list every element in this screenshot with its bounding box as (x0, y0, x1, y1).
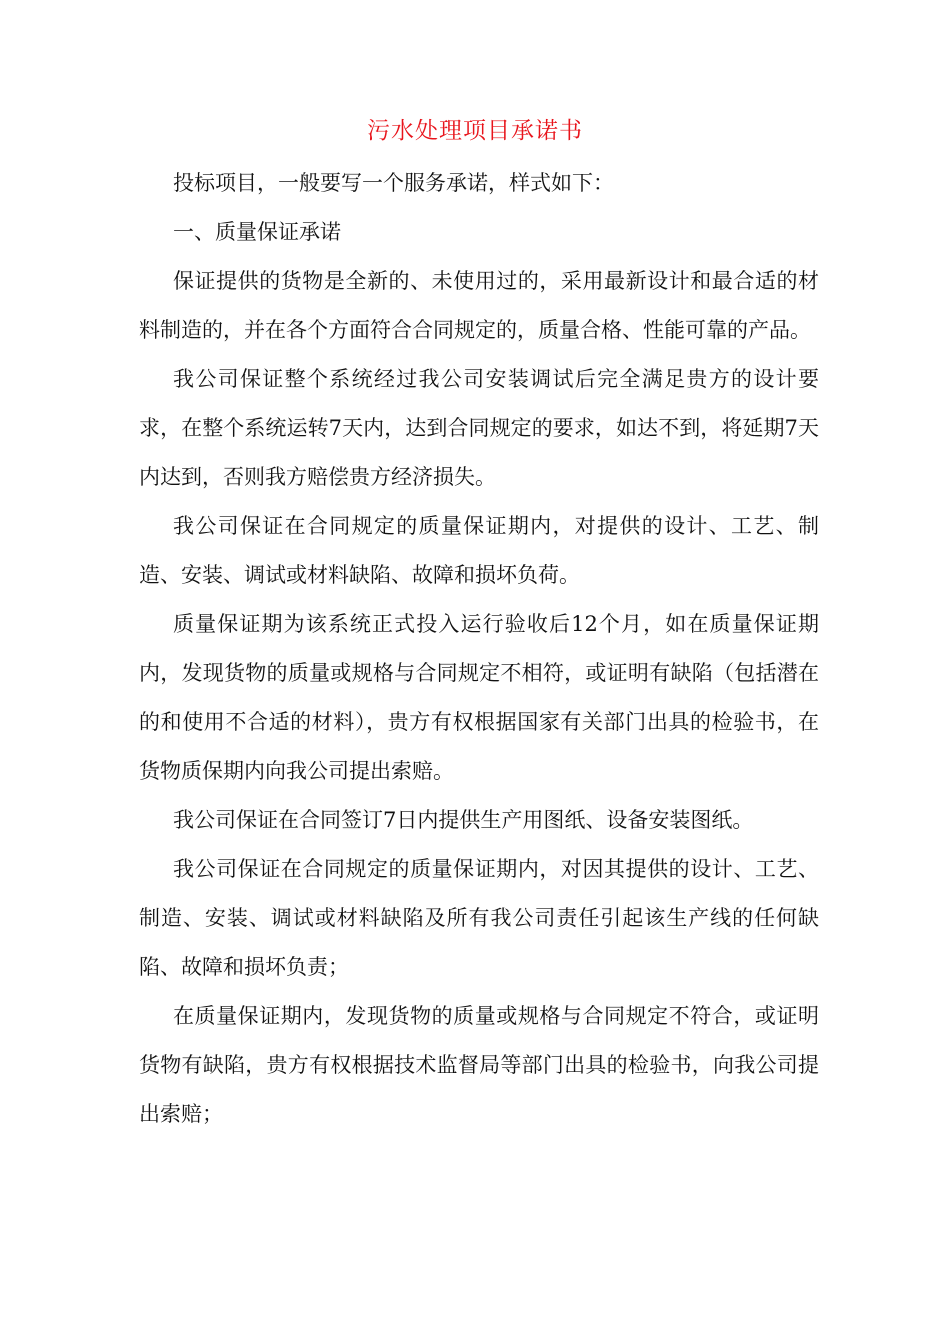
paragraph-claims: 在质量保证期内，发现货物的质量或规格与合同规定不符合，或证明货物有缺陷，贵方有权根据技术监督局等部门出具的检验书，向我公司提出索赔； (139, 1004, 819, 1126)
paragraph-intro: 投标项目，一般要写一个服务承诺，样式如下： (173, 171, 614, 195)
paragraph-warranty-period: 质量保证期为该系统正式投入运行验收后12个月，如在质量保证期内，发现货物的质量或规格与合同规定不相符，或证明有缺陷（包括潜在的和使用不合适的材料），贵方有权根据国家有关部门出具的检验书，在货物质保期内向我公司提出索赔。 (139, 612, 819, 783)
paragraph-system-requirements: 我公司保证整个系统经过我公司安装调试后完全满足贵方的设计要求，在整个系统运转7天内，达到合同规定的要求，如达不到，将延期7天内达到，否则我方赔偿贵方经济损失。 (139, 367, 819, 489)
document-body (139, 159, 819, 1139)
section-heading-quality-guarantee: 一、质量保证承诺 (173, 220, 341, 244)
paragraph-goods-new: 保证提供的货物是全新的、未使用过的，采用最新设计和最合适的材料制造的，并在各个方面符合合同规定的，质量合格、性能可靠的产品。 (139, 269, 819, 342)
document-title: 污水处理项目承诺书 (367, 118, 583, 144)
paragraph-drawings: 我公司保证在合同签订7日内提供生产用图纸、设备安装图纸。 (173, 808, 754, 832)
paragraph-defect-liability: 我公司保证在合同规定的质量保证期内，对提供的设计、工艺、制造、安装、调试或材料缺陷、故障和损坏负荷。 (139, 514, 819, 587)
paragraph-production-line-defects: 我公司保证在合同规定的质量保证期内，对因其提供的设计、工艺、制造、安装、调试或材料缺陷及所有我公司责任引起该生产线的任何缺陷、故障和损坏负责； (139, 857, 819, 979)
